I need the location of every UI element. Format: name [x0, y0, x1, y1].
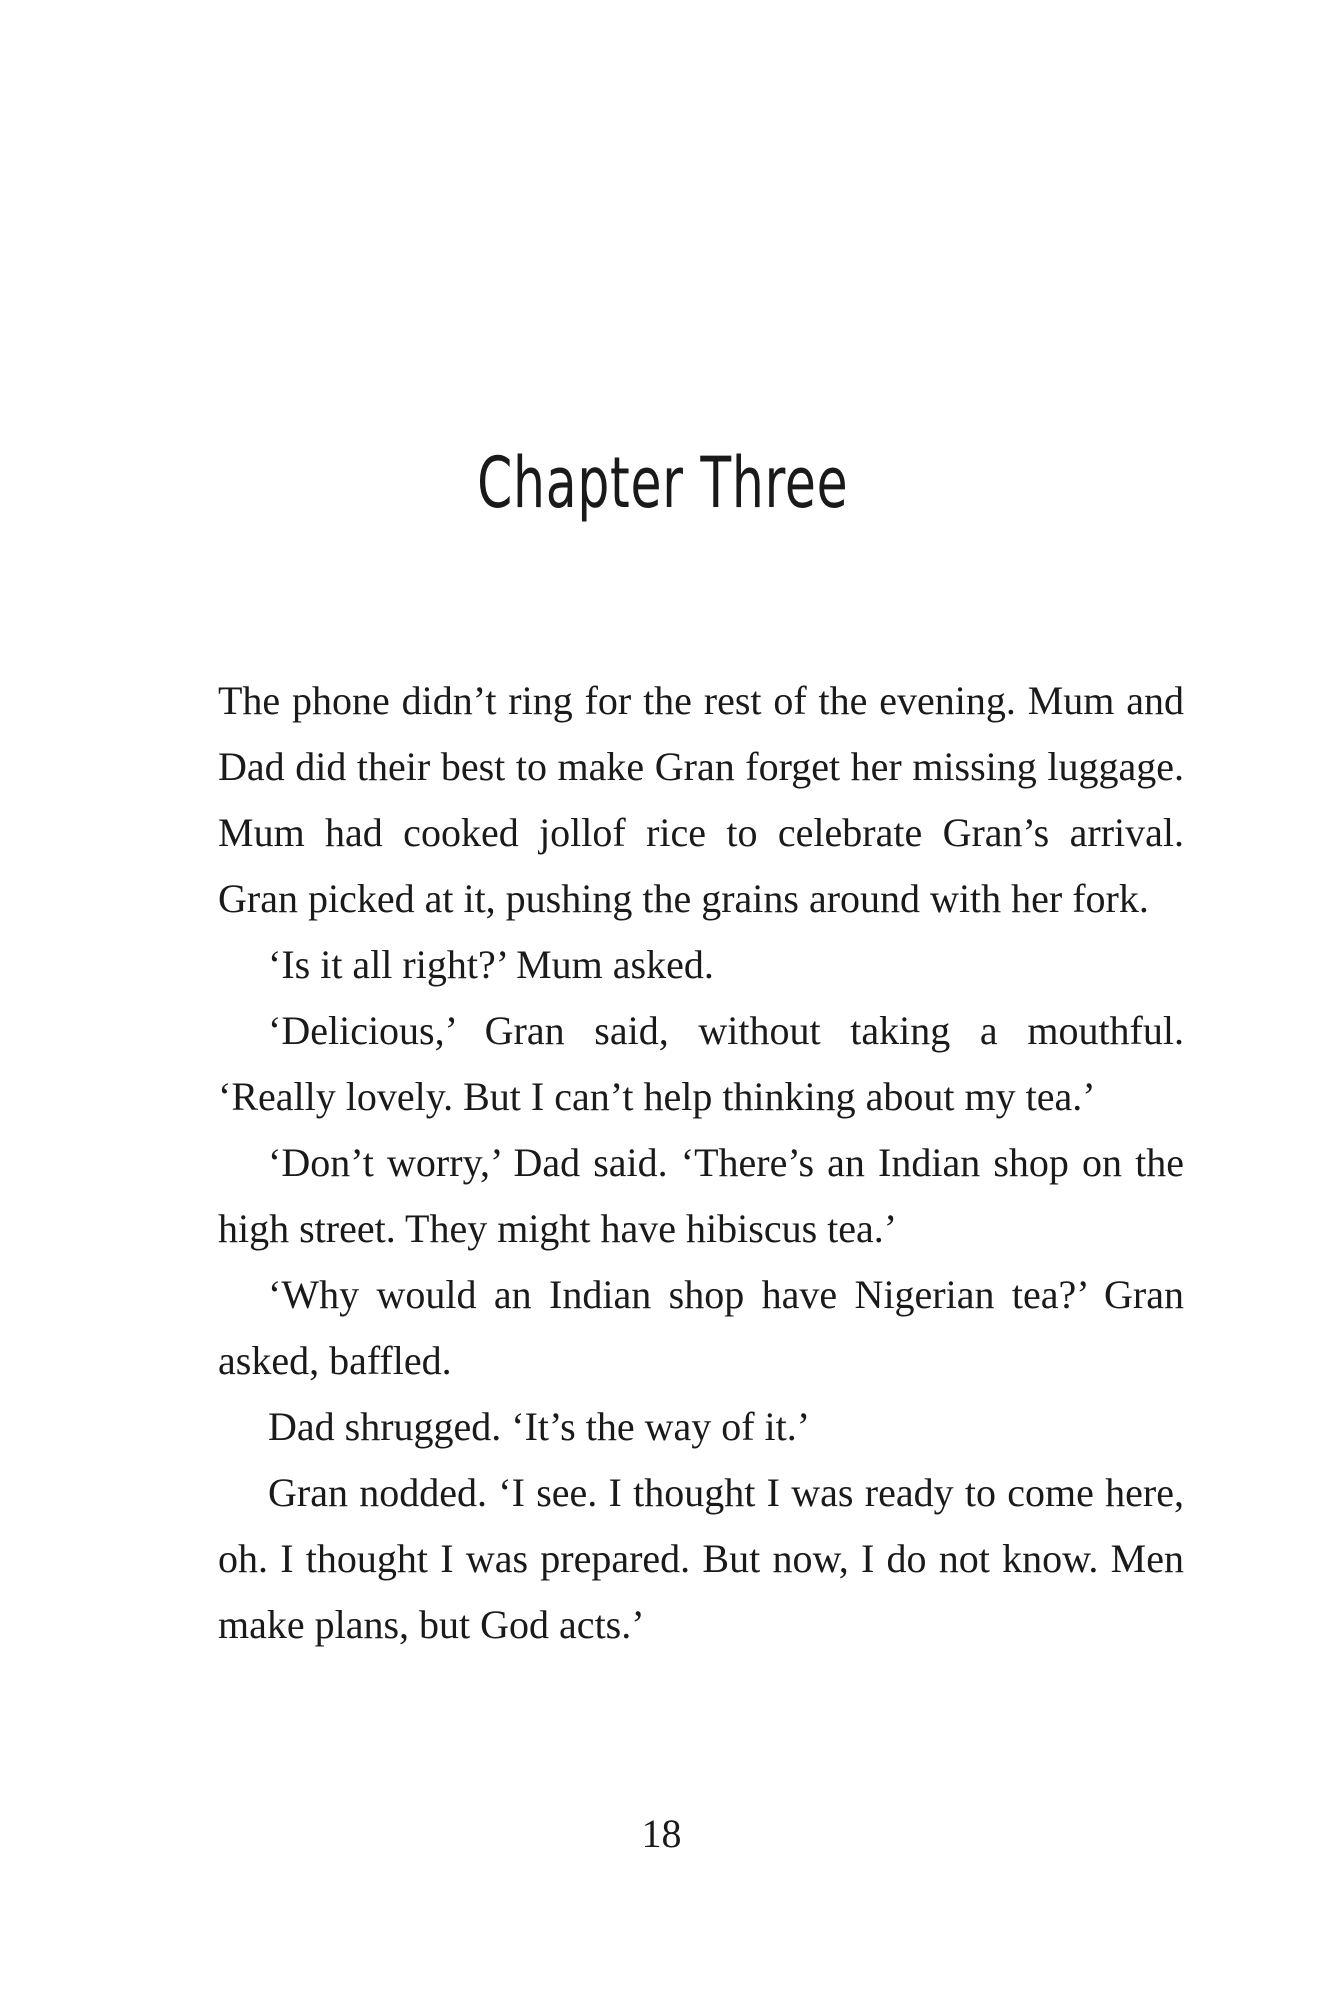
paragraph: Dad shrugged. ‘It’s the way of it.’ [268, 1404, 811, 1449]
paragraph: The phone didn’t ring for the rest of the evening. Mum and Dad did their best to make Gran forget her missing luggage. Mum had cooked jollof rice to celebrate Gran’s arrival. Gran picked at it, pushing the grains around with her fork. [218, 678, 1184, 921]
paragraph: ‘Is it all right?’ Mum asked. [268, 942, 714, 987]
paragraph: ‘Don’t worry,’ Dad said. ‘There’s an Indian shop on the high street. They might have hibiscus tea.’ [218, 1140, 1184, 1251]
page-number: 18 [641, 1811, 682, 1856]
paragraph: ‘Delicious,’ Gran said, without taking a mouthful. ‘Really lovely. But I can’t help thinking about my tea.’ [218, 1008, 1184, 1119]
paragraph: ‘Why would an Indian shop have Nigerian tea?’ Gran asked, baffled. [218, 1272, 1184, 1383]
paragraph: Gran nodded. ‘I see. I thought I was ready to come here, oh. I thought I was prepared. But now, I do not know. Men make plans, but God acts.’ [218, 1470, 1184, 1647]
chapter-title: Chapter Three [477, 442, 849, 524]
body-text [218, 668, 1184, 1658]
